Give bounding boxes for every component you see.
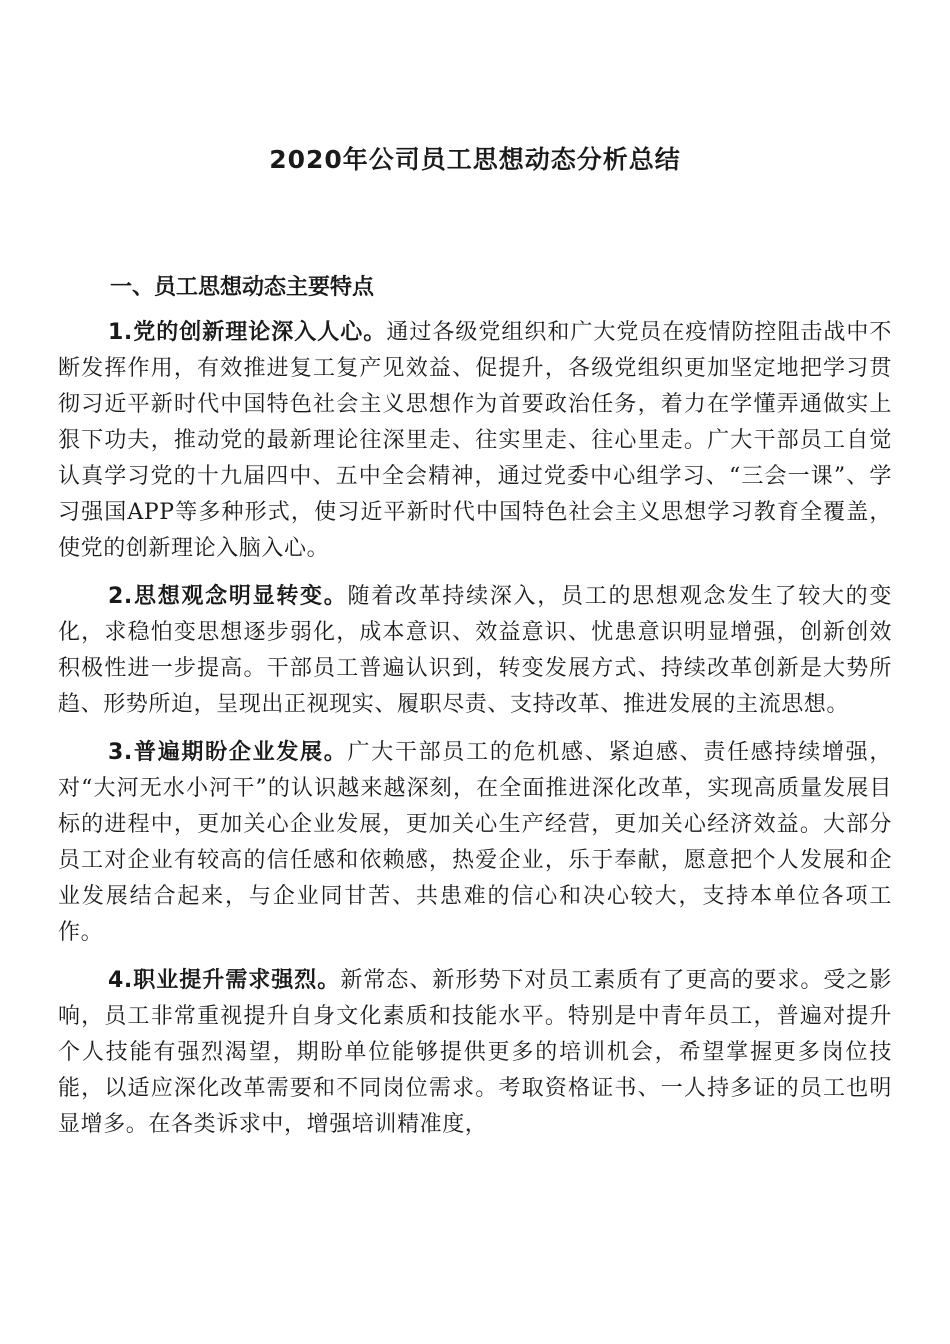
paragraph-1-heading: 1.党的创新理论深入人心。	[108, 320, 387, 345]
section-heading: 一、员工思想动态主要特点	[110, 275, 375, 300]
paragraph-4-text: 新常态、新形势下对员工素质有了更高的要求。受之影响，员工非常重视提升自身文化素质和技能水平。特别是中青年员工，普遍对提升个人技能有强烈渴望，期盼单位能够提供更多的培训机会，希望掌握更多岗位技能，以适应深化改革需要和不同岗位需求。考取资格证书、一人持多证的员工也明显增多。在各类诉求中，增强培训精准度，	[58, 968, 893, 1137]
document-title: 2020年公司员工思想动态分析总结	[269, 145, 681, 174]
paragraph-1	[58, 315, 892, 567]
paragraph-3	[58, 735, 892, 951]
paragraph-3-heading: 3.普遍期盼企业发展。	[108, 740, 348, 765]
paragraph-2-text: 随着改革持续深入，员工的思想观念发生了较大的变化，求稳怕变思想逐步弱化，成本意识、效益意识、忧患意识明显增强，创新创效积极性进一步提高。干部员工普遍认识到，转变发展方式、持续改革创新是大势所趋、形势所迫，呈现出正视现实、履职尽责、支持改革、推进发展的主流思想。	[58, 584, 892, 717]
paragraph-1-text: 通过各级党组织和广大党员在疫情防控阻击战中不断发挥作用，有效推进复工复产见效益、促提升，各级党组织更加坚定地把学习贯彻习近平新时代中国特色社会主义思想作为首要政治任务，着力在学懂弄通做实上狠下功夫，推动党的最新理论往深里走、往实里走、往心里走。广大干部员工自觉认真学习党的十九届四中、五中全会精神，通过党委中心组学习、“三会一课”、学习强国APP等多种形式，使习近平新时代中国特色社会主义思想学习教育全覆盖，使党的创新理论入脑入心。	[58, 320, 892, 561]
paragraph-3-text: 广大干部员工的危机感、紧迫感、责任感持续增强，对“大河无水小河干”的认识越来越深刻，在全面推进深化改革，实现高质量发展目标的进程中，更加关心企业发展，更加关心生产经营，更加关心经济效益。大部分员工对企业有较高的信任感和依赖感，热爱企业，乐于奉献，愿意把个人发展和企业发展结合起来，与企业同甘苦、共患难的信心和决心较大，支持本单位各项工作。	[58, 740, 892, 945]
paragraph-2-heading: 2.思想观念明显转变。	[108, 584, 348, 609]
paragraph-2	[58, 579, 892, 723]
document-body	[58, 315, 892, 1155]
paragraph-4-heading: 4.职业提升需求强烈。	[108, 968, 341, 993]
paragraph-4	[58, 963, 892, 1143]
